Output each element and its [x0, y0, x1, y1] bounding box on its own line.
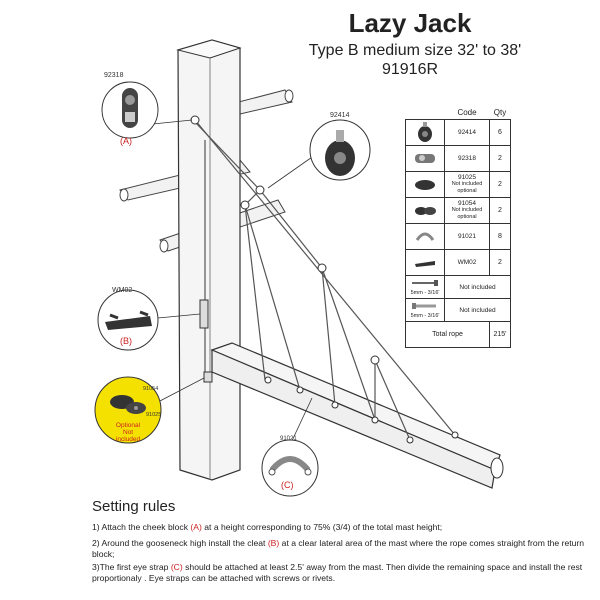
row-code: 91021	[445, 224, 490, 250]
parts-table	[405, 108, 511, 348]
code-header: Code	[457, 108, 477, 117]
table-row	[406, 120, 511, 146]
rule-1-text-end: at a height corresponding to 75% (3/4) of the total mast height;	[201, 522, 443, 532]
eye-strap-letter: (C)	[281, 480, 294, 490]
cleat-icon	[406, 250, 445, 276]
row-qty: 8	[490, 224, 511, 250]
table-row	[406, 172, 511, 198]
fairlead-pair-icon	[406, 198, 445, 224]
cheek-block-code: 92318	[104, 72, 124, 79]
table-row-total	[406, 322, 511, 348]
screw-note: Not included	[445, 276, 511, 299]
callout-single-block	[310, 120, 370, 180]
single-block-code: 92414	[330, 112, 350, 119]
rule-2-text-end: at a clear lateral area of the mast where the rope comes straight from the return block;	[92, 538, 585, 559]
table-row	[406, 146, 511, 172]
table-row	[406, 299, 511, 322]
row-qty: 2	[490, 250, 511, 276]
row-code: 91054	[457, 200, 477, 207]
single-block-icon	[406, 120, 445, 146]
table-row	[406, 224, 511, 250]
optional-code-bottom: 91025	[146, 412, 162, 418]
total-label: Total rope	[406, 322, 490, 348]
row-qty: 2	[490, 198, 511, 224]
row-code-cell	[445, 172, 490, 198]
rule-3-text-end: should be attached at least 2.5' away from the mast. Then divide the remaining space and install the rest proportionaly . Eye straps can be attached with screws or rivets.	[92, 562, 583, 583]
rivet-icon	[406, 299, 445, 322]
row-code-cell	[445, 198, 490, 224]
eye-strap-icon	[406, 224, 445, 250]
row-code: 91025	[457, 174, 477, 181]
row-code: 92414	[445, 120, 490, 146]
optional-label: Optional Not included	[115, 422, 141, 443]
table-row	[406, 250, 511, 276]
rule-1-mark: (A)	[190, 522, 202, 532]
rule-1-text: 1) Attach the cheek block	[92, 522, 191, 532]
rivet-size: 5mm - 3/16'	[410, 313, 440, 319]
screw-size: 5mm - 3/16'	[410, 290, 440, 296]
cheek-block-icon	[406, 146, 445, 172]
cheek-block-letter: (A)	[120, 136, 132, 146]
boom	[212, 343, 503, 488]
product-code: 91916R	[381, 61, 439, 78]
mast	[178, 40, 240, 480]
cleat-code: WM02	[112, 287, 133, 294]
callout-cheek-block	[102, 82, 158, 138]
rule-3	[92, 562, 592, 584]
row-qty: 2	[490, 146, 511, 172]
table-row	[406, 198, 511, 224]
mast-fairlead	[204, 372, 212, 382]
rule-2-mark: (B)	[267, 538, 280, 548]
fairlead-icon	[406, 172, 445, 198]
screw-icon	[406, 276, 445, 299]
row-note: Not included optional	[451, 181, 483, 194]
page-subtitle: Type B medium size 32' to 38'	[308, 42, 522, 59]
row-qty: 2	[490, 172, 511, 198]
rule-2-text: 2) Around the gooseneck high install the cleat	[92, 538, 268, 548]
parts-table-header	[406, 108, 511, 120]
row-note: Not included optional	[451, 207, 483, 220]
table-row	[406, 276, 511, 299]
cleat-letter: (B)	[120, 336, 132, 346]
rivet-note: Not included	[445, 299, 511, 322]
total-value: 215'	[490, 322, 511, 348]
rules-title: Setting rules	[92, 498, 176, 515]
row-qty: 6	[490, 120, 511, 146]
row-code: 92318	[445, 146, 490, 172]
rule-3-text: 3)The first eye strap	[92, 562, 171, 572]
page-title: Lazy Jack	[348, 8, 472, 38]
qty-header: Qty	[493, 108, 507, 117]
rule-1	[92, 522, 592, 533]
rule-2	[92, 538, 592, 560]
eye-strap-code: 91021	[280, 436, 297, 442]
row-code: WM02	[445, 250, 490, 276]
mast-cleat	[200, 300, 208, 328]
optional-code-top: 91054	[143, 386, 159, 392]
rule-3-mark: (C)	[170, 562, 183, 572]
